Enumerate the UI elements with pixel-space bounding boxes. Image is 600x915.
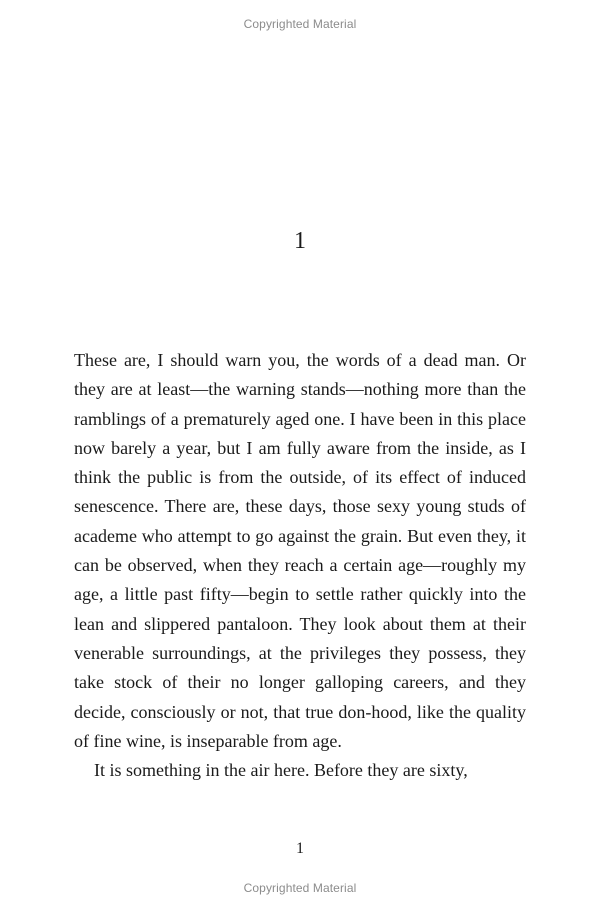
- page-number: 1: [296, 840, 304, 857]
- paragraph-2: It is something in the air here. Before they are sixty,: [94, 760, 468, 781]
- copyright-watermark-top: Copyrighted Material: [243, 17, 357, 31]
- copyright-watermark-bottom: Copyrighted Material: [243, 881, 357, 895]
- paragraph-1: These are, I should warn you, the words of a dead man. Or they are at least—the warning stands—nothing more than the ramblings of a prematurely aged one. I have been in this place now barely a year, but I am fully aware from the inside, as I think the public is from the outside, of its effect of induced senescence. There are, these days, those sexy young studs of academe who attempt to go against the grain. But even they, it can be observed, when they reach a certain age—roughly my age, a little past fifty—begin to settle rather quickly into the lean and slippered pantaloon. They look about them at their venerable surroundings, at the privileges they possess, they take stock of their no longer galloping careers, and they decide, consciously or not, that true don-hood, like the quality of fine wine, is inseparable from age.: [74, 350, 526, 751]
- chapter-number: 1: [294, 228, 306, 254]
- chapter-body-text: [74, 346, 526, 785]
